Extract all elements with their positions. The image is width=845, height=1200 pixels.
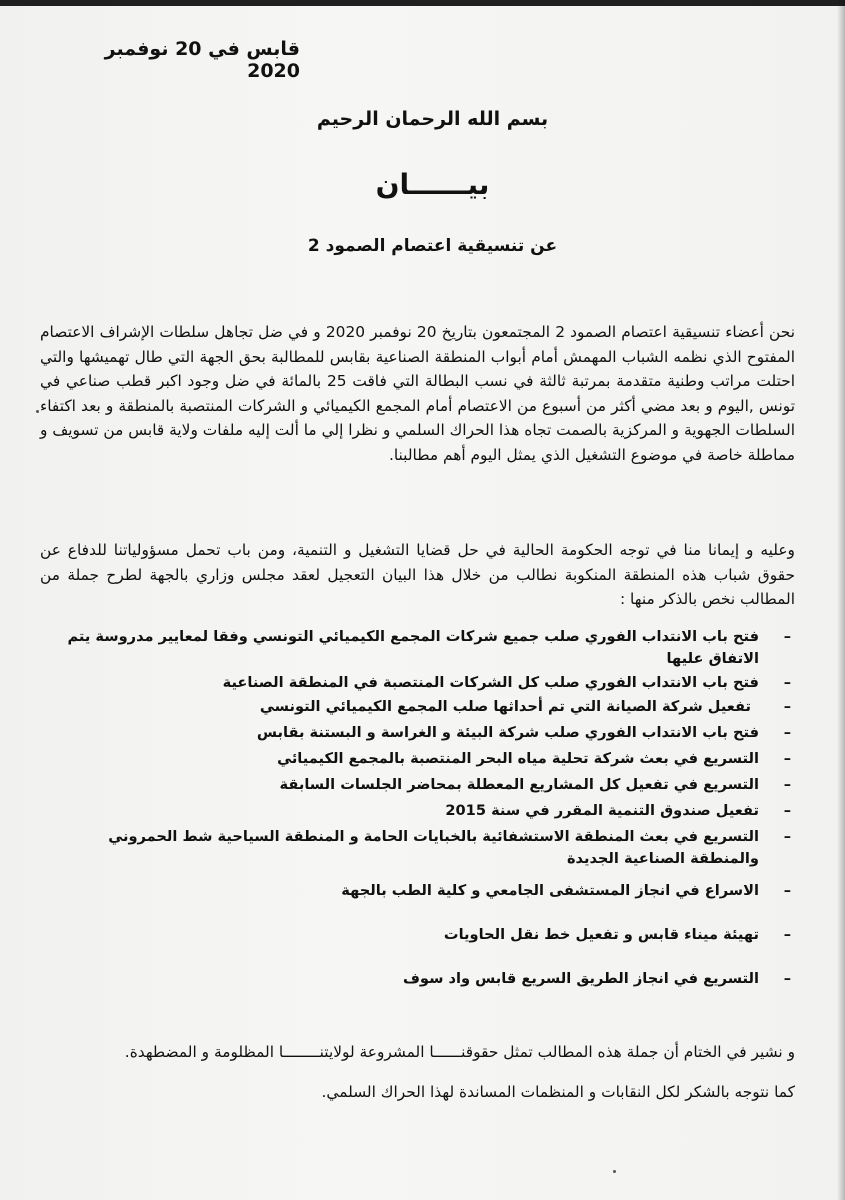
list-dash: –: [783, 698, 791, 715]
demand-text: فتح باب الانتداب الفوري صلب كل الشركات المنتصبة في المنطقة الصناعية: [222, 674, 759, 691]
demand-intro-paragraph: وعليه و إيمانا منا في توجه الحكومة الحالية في حل قضايا التشغيل و التنمية، ومن باب تحمل مسؤولياتنا للدفاع عن حقوق شباب هذه المنطقة المنكوبة نطالب من خلال هذا البيان التعجيل لعقد مجلس وزاري بالجهة لطرح جملة من المطالب نخص بالذكر منها :: [40, 541, 795, 608]
demand-item: [36, 880, 799, 902]
letter-date: قابس في 20 نوفمبر 2020: [104, 38, 300, 82]
demand-text: الاسراع في انجاز المستشفى الجامعي و كلية الطب بالجهة: [341, 882, 759, 899]
demand-text: فتح باب الانتداب الفوري صلب شركة البيئة و الغراسة و البستنة بقابس: [256, 724, 759, 741]
list-dash: –: [783, 674, 791, 691]
demand-text: التسريع في بعث شركة تحلية مياه البحر المنتصبة بالمجمع الكيميائي: [277, 750, 759, 767]
demands-list: [36, 626, 799, 990]
demand-item: [36, 826, 799, 870]
intro-paragraph: نحن أعضاء تنسيقية اعتصام الصمود 2 المجتمعون بتاريخ 20 نوفمبر 2020 و في ضل تجاهل سلطات الإشراف الاعتصام المفتوح الذي نظمه الشباب المهمش أمام أبواب المنطقة الصناعية بقابس للمطالبة بحق الجهة التي طال تهميشها والتي احتلت مراتب وطنية متقدمة بمرتبة ثالثة في نسب البطالة التي فاقت 25 بالمائة في ضل وجود اكبر قطب صناعي في تونس ,اليوم و بعد مضي أكثر من أسبوع من الاعتصام أمام المجمع الكيميائي و الشركات المنتصبة بالمنطقة و بعد اكتفاء السلطات الجهوية و المركزية بالصمت تجاه هذا الحراك السلمي و نظرا إلي ما ألت إليه ملفات ولاية قابس من تسويف و مماطلة خاصة في موضوع التشغيل الذي يمثل اليوم أهم مطالبنا.: [40, 323, 796, 464]
demand-text: التسريع في انجاز الطريق السريع قابس واد سوف: [402, 970, 759, 987]
thanks-paragraph: كما نتوجه بالشكر لكل النقابات و المنظمات المساندة لهذا الحراك السلمي.: [321, 1083, 795, 1101]
demand-text: تهيئة ميناء قابس و تفعيل خط نقل الحاويات: [443, 926, 759, 943]
list-dash: –: [783, 802, 791, 819]
scan-top-edge: [0, 0, 845, 6]
demand-text: فتح باب الانتداب الفوري صلب جميع شركات المجمع الكيميائي التونسي وفقا لمعايير مدروسة يتم الاتفاق عليها: [67, 628, 759, 667]
list-dash: –: [783, 628, 791, 645]
demand-item: [36, 968, 799, 990]
list-dash: –: [783, 776, 791, 793]
demand-text: التسريع في تفعيل كل المشاريع المعطلة بمحاضر الجلسات السابقة: [279, 776, 759, 793]
scan-speck: [613, 1170, 616, 1173]
demand-item: [36, 924, 799, 946]
demand-item: [36, 800, 799, 822]
demand-item: [36, 722, 799, 744]
demand-item: [36, 672, 799, 694]
basmala-heading: بسم الله الرحمان الرحيم: [316, 108, 549, 130]
list-dash: –: [783, 882, 791, 899]
scan-speck: [36, 410, 39, 413]
statement-subtitle: عن تنسيقية اعتصام الصمود 2: [307, 236, 558, 256]
demand-text: التسريع في بعث المنطقة الاستشفائية بالخبايات الحامة و المنطقة السياحية شط الحمروني والمنطقة الصناعية الجديدة: [108, 828, 759, 867]
demand-item: [36, 626, 799, 670]
statement-title: بيــــــان: [375, 168, 490, 201]
list-dash: –: [783, 750, 791, 767]
list-dash: –: [783, 926, 791, 943]
demand-item: [36, 748, 799, 770]
demand-item: [36, 696, 799, 718]
list-dash: –: [783, 724, 791, 741]
list-dash: –: [783, 970, 791, 987]
demand-text: تفعيل شركة الصيانة التي تم أحداثها صلب المجمع الكيميائي التونسي: [259, 698, 751, 715]
demand-item: [36, 774, 799, 796]
demand-text: تفعيل صندوق التنمية المقرر في سنة 2015: [445, 802, 759, 819]
list-dash: –: [783, 828, 791, 845]
closing-paragraph: و نشير في الختام أن جملة هذه المطالب تمثل حقوقنــــــا المشروعة لولايتنــــــــا المظلومة و المضطهدة.: [124, 1043, 795, 1061]
